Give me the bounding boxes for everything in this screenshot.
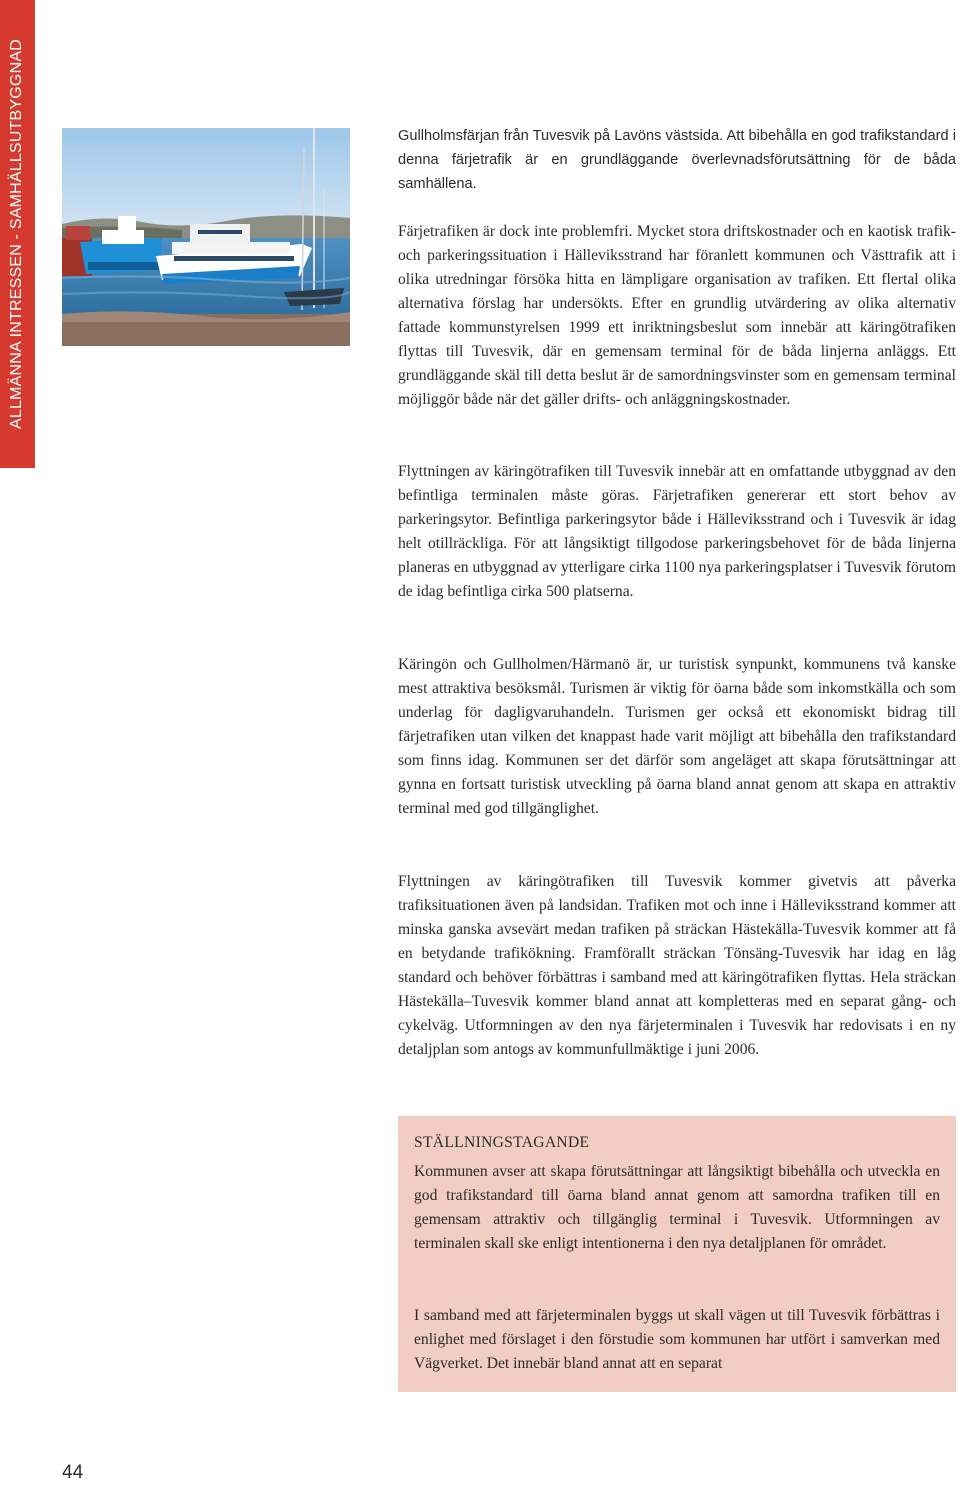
paragraph-road-traffic: Flyttningen av käringötrafiken till Tuvesvik kommer givetvis att påverka trafiksituationen även på landsidan. Trafiken mot och inne i Hälleviksstrand kommer att minska ganska avsevärt medan trafiken på sträckan Hästekälla-Tuvesvik kommer att få en betydande trafikökning. Framförallt sträckan Tönsäng-Tuvesvik har idag en låg standard och behöver förbättras i samband med att käringötrafiken flyttas. Hela sträckan Hästekälla–Tuvesvik kommer bland annat att kompletteras med en separat gång- och cykelväg. Utformningen av den nya färjeterminalen i Tuvesvik har redovisats i en ny detaljplan som antogs av kommunfullmäktige i juni 2006.: [398, 873, 956, 1058]
position-text-1: Kommunen avser att skapa förutsättningar att långsiktigt bibehålla och utveckla en god trafikstandard till öarna bland annat genom att samordna trafiken till en gemensam attraktiv och tillgänglig terminal i Tuvesvik. Utformningen av terminalen skall ske enligt intentionerna i den nya detaljplanen för området.: [414, 1163, 940, 1252]
paragraph-tourism: Käringön och Gullholmen/Härmanö är, ur turistisk synpunkt, kommunens två kanske mest attraktiva besöksmål. Turismen är viktig för öarna både som inkomstkälla och som underlag för dagligvaruhandeln. Turismen ger också ett ekonomiskt bidrag till färjetrafiken utan vilken det knappast hade varit möjligt att bibehålla den trafikstandard som finns idag. Kommunen ser det därför som angeläget att skapa förutsättningar att gynna en fortsatt turistisk utveckling på öarna bland annat genom att skapa en attraktiv terminal med god tillgänglighet.: [398, 656, 956, 817]
paragraph-ferry-problems: Färjetrafiken är dock inte problemfri. Mycket stora driftskostnader och en kaotisk trafik- och parkeringssituation i Hälleviksstrand har föranlett kommunen och Västtrafik att i olika utredningar försöka hitta en lämpligare organisation av trafiken. Ett flertal olika alternativa förslag har undersökts. Efter en grundlig utvärdering av olika alternativ fattade kommunstyrelsen 1999 ett inriktningsbeslut som innebär att käringötrafiken flyttas till Tuvesvik, där en gemensam terminal för de båda linjerna anläggs. Ett grundläggande skäl till detta beslut är de samordningsvinster som en gemensam terminal möjliggör både när det gäller drifts- och anläggningskostnader.: [398, 223, 956, 408]
position-text-2: I samband med att färjeterminalen byggs ut skall vägen ut till Tuvesvik förbättras i enlighet med förslaget i den förstudie som kommunen har utfört i samverkan med Vägverket. Det innebär bland annat att en separat: [414, 1307, 940, 1372]
page-number: 44: [62, 1462, 84, 1483]
paragraph-terminal-expansion: Flyttningen av käringötrafiken till Tuvesvik innebär att en omfattande utbyggnad av den befintliga terminalen måste göras. Färjetrafiken genererar ett stort behov av parkeringsytor. Befintliga parkeringsytor både i Hälleviksstrand och i Tuvesvik är idag helt otillräckliga. För att långsiktigt tillgodose parkeringsbehovet för de båda linjerna planeras en utbyggnad av ytterligare cirka 1100 nya parkeringsplatser i Tuvesvik förutom de idag befintliga cirka 500 platserna.: [398, 463, 956, 600]
section-label: ALLMÄNNA INTRESSEN - SAMHÄLLSUTBYGGNAD: [8, 39, 25, 429]
position-box: [398, 1116, 956, 1392]
ferries-photo: [62, 128, 350, 346]
section-side-band: [0, 0, 35, 468]
position-heading: STÄLLNINGSTAGANDE: [414, 1134, 590, 1151]
photo-caption: Gullholmsfärjan från Tuvesvik på Lavöns västsida. Att bibehålla en god trafikstandard i denna färjetrafik är en grundläggande överlevnadsförutsättning för de båda samhällena.: [398, 128, 956, 192]
